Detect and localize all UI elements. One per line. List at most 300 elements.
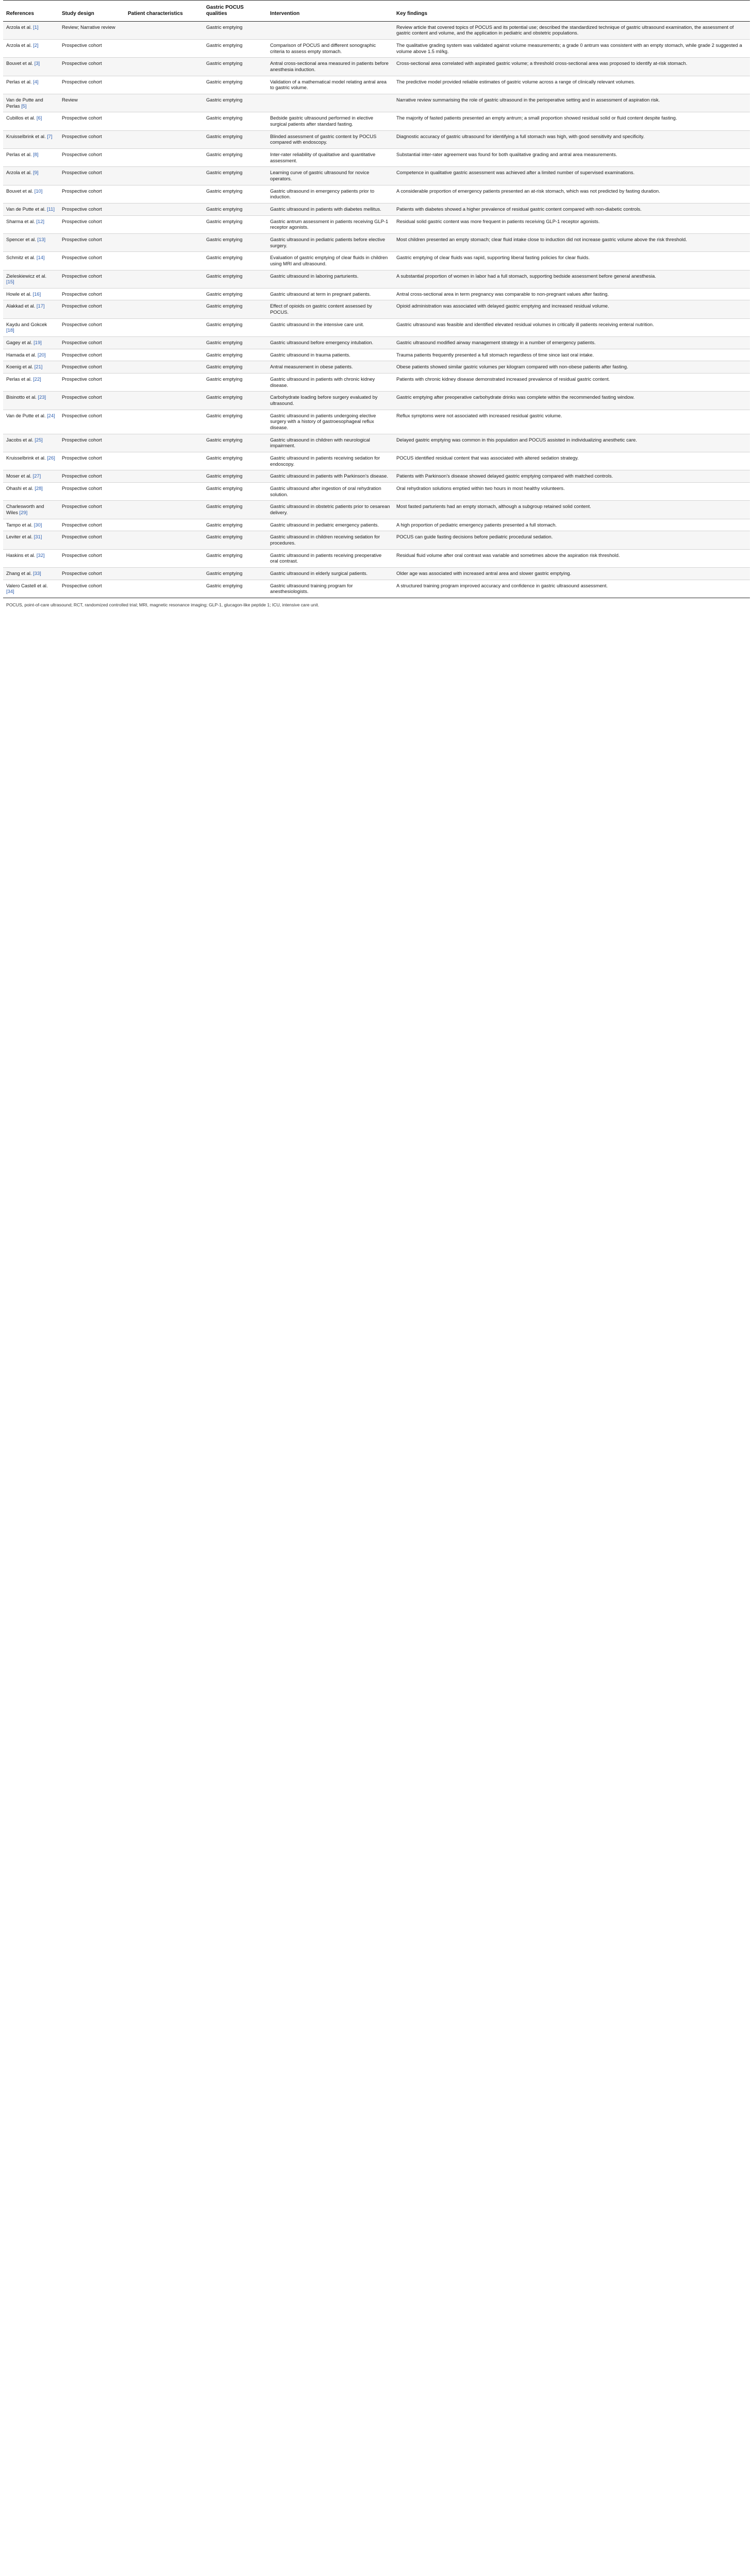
header-key-findings: Key findings: [393, 1, 750, 22]
cell-gastric-pocus: Gastric emptying: [203, 40, 267, 58]
reference-authors: Perlas et al.: [6, 151, 32, 157]
reference-authors: Kaydu and Gokcek: [6, 321, 47, 327]
cell-key-findings: Gastric emptying of clear fluids was rapid, supporting liberal fasting policies for clear fluids.: [393, 252, 750, 270]
cell-gastric-pocus: Gastric emptying: [203, 337, 267, 349]
table-row: [3, 531, 750, 549]
reference-authors: Zieleskiewicz et al.: [6, 273, 47, 279]
cell-reference: [3, 76, 59, 94]
cell-gastric-pocus: Gastric emptying: [203, 434, 267, 452]
cell-study-design: Review: [59, 94, 125, 112]
cell-reference: [3, 318, 59, 336]
table-row: [3, 203, 750, 215]
cell-study-design: Prospective cohort: [59, 148, 125, 166]
cell-gastric-pocus: Gastric emptying: [203, 76, 267, 94]
reference-authors: Ohashi et al.: [6, 485, 34, 491]
cell-patient-characteristics: [125, 580, 203, 598]
reference-authors: Gagey et al.: [6, 340, 32, 346]
reference-authors: Alakkad et al.: [6, 303, 36, 309]
cell-reference: [3, 392, 59, 410]
cell-patient-characteristics: [125, 148, 203, 166]
cell-study-design: Prospective cohort: [59, 549, 125, 567]
cell-gastric-pocus: Gastric emptying: [203, 148, 267, 166]
cell-study-design: Prospective cohort: [59, 112, 125, 130]
cell-gastric-pocus: Gastric emptying: [203, 300, 267, 318]
reference-authors: Kruisselbrink et al.: [6, 454, 46, 461]
cell-intervention: Gastric ultrasound in patients with Parkinson's disease.: [267, 470, 393, 483]
reference-authors: Van de Putte et al.: [6, 206, 46, 212]
cell-study-design: Prospective cohort: [59, 434, 125, 452]
cell-intervention: Inter-rater reliability of qualitative and quantitative assessment.: [267, 148, 393, 166]
cell-intervention: Gastric ultrasound after ingestion of oral rehydration solution.: [267, 482, 393, 500]
cell-study-design: Prospective cohort: [59, 531, 125, 549]
cell-patient-characteristics: [125, 519, 203, 531]
cell-study-design: Prospective cohort: [59, 252, 125, 270]
cell-key-findings: POCUS can guide fasting decisions before pediatric procedural sedation.: [393, 531, 750, 549]
cell-key-findings: The predictive model provided reliable estimates of gastric volume across a range of clinically relevant volumes.: [393, 76, 750, 94]
table-row: [3, 58, 750, 76]
cell-study-design: Prospective cohort: [59, 580, 125, 598]
cell-gastric-pocus: Gastric emptying: [203, 549, 267, 567]
cell-patient-characteristics: [125, 361, 203, 374]
cell-gastric-pocus: Gastric emptying: [203, 94, 267, 112]
table-row: [3, 392, 750, 410]
table-row: [3, 374, 750, 392]
reference-citation: [10]: [34, 188, 43, 194]
cell-intervention: Evaluation of gastric emptying of clear fluids in children using MRI and ultrasound.: [267, 252, 393, 270]
table-row: [3, 40, 750, 58]
cell-key-findings: Patients with chronic kidney disease demonstrated increased prevalence of residual gastric content.: [393, 374, 750, 392]
cell-patient-characteristics: [125, 215, 203, 233]
reference-authors: Arzola et al.: [6, 42, 32, 48]
reference-citation: [12]: [36, 218, 45, 224]
cell-gastric-pocus: Gastric emptying: [203, 270, 267, 288]
reference-authors: Howle et al.: [6, 291, 31, 297]
cell-intervention: Gastric ultrasound in children receiving sedation for procedures.: [267, 531, 393, 549]
cell-patient-characteristics: [125, 531, 203, 549]
cell-intervention: Gastric ultrasound in emergency patients prior to induction.: [267, 185, 393, 203]
table-row: [3, 300, 750, 318]
cell-key-findings: Patients with Parkinson's disease showed delayed gastric emptying compared with matched controls.: [393, 470, 750, 483]
cell-patient-characteristics: [125, 392, 203, 410]
reference-authors: Bouvet et al.: [6, 60, 34, 66]
reference-citation: [29]: [19, 509, 28, 515]
cell-patient-characteristics: [125, 233, 203, 251]
cell-reference: [3, 549, 59, 567]
table-row: [3, 349, 750, 361]
cell-gastric-pocus: Gastric emptying: [203, 288, 267, 300]
cell-key-findings: Review article that covered topics of POCUS and its potential use; described the standardized technique of gastric ultrasound examination, the assessment of gastric content and volume, and the application in pediatric and obstetric populations.: [393, 21, 750, 39]
reference-authors: Leviter et al.: [6, 534, 33, 540]
reference-citation: [27]: [32, 473, 41, 479]
table-row: [3, 482, 750, 500]
cell-reference: [3, 410, 59, 434]
table-row: [3, 288, 750, 300]
cell-key-findings: Most children presented an empty stomach; clear fluid intake close to induction did not increase gastric volume above the risk threshold.: [393, 233, 750, 251]
evidence-table: [3, 0, 750, 598]
cell-patient-characteristics: [125, 270, 203, 288]
cell-patient-characteristics: [125, 349, 203, 361]
cell-key-findings: Narrative review summarising the role of gastric ultrasound in the perioperative setting and in assessment of aspiration risk.: [393, 94, 750, 112]
table-row: [3, 167, 750, 185]
cell-patient-characteristics: [125, 252, 203, 270]
reference-citation: [14]: [36, 255, 45, 261]
cell-study-design: Prospective cohort: [59, 215, 125, 233]
table-row: [3, 94, 750, 112]
cell-gastric-pocus: Gastric emptying: [203, 318, 267, 336]
reference-citation: [25]: [35, 436, 43, 443]
reference-citation: [22]: [33, 376, 41, 382]
cell-study-design: Prospective cohort: [59, 567, 125, 580]
cell-intervention: Blinded assessment of gastric content by POCUS compared with endoscopy.: [267, 130, 393, 148]
cell-study-design: Prospective cohort: [59, 233, 125, 251]
reference-citation: [26]: [47, 454, 55, 461]
cell-study-design: Prospective cohort: [59, 519, 125, 531]
cell-reference: [3, 361, 59, 374]
cell-reference: [3, 288, 59, 300]
cell-intervention: Bedside gastric ultrasound performed in elective surgical patients after standard fasting.: [267, 112, 393, 130]
cell-key-findings: Residual fluid volume after oral contrast was variable and sometimes above the aspiration risk threshold.: [393, 549, 750, 567]
cell-reference: [3, 40, 59, 58]
cell-study-design: Prospective cohort: [59, 270, 125, 288]
cell-study-design: Prospective cohort: [59, 452, 125, 470]
cell-gastric-pocus: Gastric emptying: [203, 167, 267, 185]
cell-reference: [3, 452, 59, 470]
cell-gastric-pocus: Gastric emptying: [203, 470, 267, 483]
cell-reference: [3, 94, 59, 112]
cell-study-design: Prospective cohort: [59, 470, 125, 483]
cell-reference: [3, 58, 59, 76]
reference-authors: Valero Castell et al.: [6, 582, 48, 588]
cell-study-design: Prospective cohort: [59, 482, 125, 500]
cell-study-design: Prospective cohort: [59, 58, 125, 76]
table-row: [3, 361, 750, 374]
reference-authors: Hamada et al.: [6, 351, 37, 358]
cell-gastric-pocus: Gastric emptying: [203, 215, 267, 233]
reference-authors: Arzola et al.: [6, 170, 32, 176]
table-row: [3, 434, 750, 452]
cell-key-findings: Most fasted parturients had an empty stomach, although a subgroup retained solid content.: [393, 501, 750, 519]
cell-intervention: Antral cross-sectional area measured in patients before anesthesia induction.: [267, 58, 393, 76]
cell-study-design: Prospective cohort: [59, 392, 125, 410]
table-row: [3, 270, 750, 288]
cell-gastric-pocus: Gastric emptying: [203, 112, 267, 130]
table-row: [3, 580, 750, 598]
cell-reference: [3, 203, 59, 215]
cell-reference: [3, 252, 59, 270]
cell-intervention: Gastric ultrasound in patients with chronic kidney disease.: [267, 374, 393, 392]
table-row: [3, 337, 750, 349]
cell-intervention: Gastric ultrasound in patients with diabetes mellitus.: [267, 203, 393, 215]
table-row: [3, 185, 750, 203]
reference-citation: [15]: [6, 279, 14, 285]
header-study-design: Study design: [59, 1, 125, 22]
cell-patient-characteristics: [125, 203, 203, 215]
cell-reference: [3, 21, 59, 39]
table-row: [3, 130, 750, 148]
cell-key-findings: Gastric ultrasound was feasible and identified elevated residual volumes in critically ill patients receiving enteral nutrition.: [393, 318, 750, 336]
reference-citation: [13]: [37, 236, 46, 242]
cell-intervention: [267, 21, 393, 39]
table-row: [3, 76, 750, 94]
cell-intervention: Gastric ultrasound in trauma patients.: [267, 349, 393, 361]
reference-authors: Bisinotto et al.: [6, 394, 37, 400]
cell-key-findings: Cross-sectional area correlated with aspirated gastric volume; a threshold cross-sectional area was proposed to identify at-risk stomach.: [393, 58, 750, 76]
cell-intervention: Gastric ultrasound in children with neurological impairment.: [267, 434, 393, 452]
cell-patient-characteristics: [125, 410, 203, 434]
table-row: [3, 470, 750, 483]
cell-reference: [3, 349, 59, 361]
header-intervention: Intervention: [267, 1, 393, 22]
header-references: References: [3, 1, 59, 22]
reference-citation: [2]: [33, 42, 39, 48]
cell-reference: [3, 434, 59, 452]
reference-citation: [18]: [6, 327, 14, 333]
cell-reference: [3, 337, 59, 349]
cell-study-design: Prospective cohort: [59, 167, 125, 185]
cell-patient-characteristics: [125, 501, 203, 519]
cell-intervention: Gastric ultrasound at term in pregnant patients.: [267, 288, 393, 300]
header-gastric-pocus-qualities: Gastric POCUS qualities: [203, 1, 267, 22]
reference-citation: [7]: [47, 133, 53, 139]
cell-reference: [3, 148, 59, 166]
cell-reference: [3, 185, 59, 203]
cell-study-design: Prospective cohort: [59, 288, 125, 300]
reference-authors: Van de Putte and Perlas: [6, 97, 43, 109]
reference-citation: [28]: [35, 485, 43, 491]
cell-study-design: Prospective cohort: [59, 374, 125, 392]
cell-gastric-pocus: Gastric emptying: [203, 21, 267, 39]
table-row: [3, 233, 750, 251]
cell-gastric-pocus: Gastric emptying: [203, 185, 267, 203]
reference-authors: Bouvet et al.: [6, 188, 34, 194]
reference-authors: Schmitz et al.: [6, 255, 36, 261]
cell-gastric-pocus: Gastric emptying: [203, 349, 267, 361]
cell-patient-characteristics: [125, 337, 203, 349]
cell-patient-characteristics: [125, 21, 203, 39]
reference-authors: Sharma et al.: [6, 218, 35, 224]
table-row: [3, 148, 750, 166]
cell-gastric-pocus: Gastric emptying: [203, 233, 267, 251]
reference-citation: [24]: [47, 412, 55, 418]
reference-citation: [11]: [47, 206, 55, 212]
cell-intervention: Gastric ultrasound in pediatric emergency patients.: [267, 519, 393, 531]
header-patient-characteristics: Patient characteristics: [125, 1, 203, 22]
cell-reference: [3, 374, 59, 392]
table-body: [3, 21, 750, 598]
reference-citation: [33]: [33, 570, 41, 576]
cell-reference: [3, 519, 59, 531]
cell-patient-characteristics: [125, 112, 203, 130]
cell-gastric-pocus: Gastric emptying: [203, 374, 267, 392]
table-row: [3, 549, 750, 567]
cell-gastric-pocus: Gastric emptying: [203, 519, 267, 531]
cell-study-design: Prospective cohort: [59, 185, 125, 203]
cell-key-findings: Residual solid gastric content was more frequent in patients receiving GLP-1 receptor agonists.: [393, 215, 750, 233]
reference-citation: [4]: [33, 78, 39, 84]
cell-patient-characteristics: [125, 40, 203, 58]
cell-patient-characteristics: [125, 167, 203, 185]
cell-intervention: Gastric ultrasound in patients undergoing elective surgery with a history of gastroesophageal reflux disease.: [267, 410, 393, 434]
reference-authors: Spencer et al.: [6, 236, 36, 242]
cell-study-design: Prospective cohort: [59, 130, 125, 148]
cell-reference: [3, 531, 59, 549]
reference-citation: [3]: [34, 60, 40, 66]
cell-key-findings: Gastric ultrasound modified airway management strategy in a number of emergency patients.: [393, 337, 750, 349]
cell-reference: [3, 215, 59, 233]
table-row: [3, 519, 750, 531]
cell-patient-characteristics: [125, 185, 203, 203]
table-row: [3, 318, 750, 336]
table-row: [3, 252, 750, 270]
reference-authors: Haskins et al.: [6, 552, 36, 558]
cell-reference: [3, 300, 59, 318]
reference-citation: [6]: [36, 115, 42, 121]
reference-citation: [30]: [34, 521, 42, 528]
cell-key-findings: Older age was associated with increased antral area and slower gastric emptying.: [393, 567, 750, 580]
cell-patient-characteristics: [125, 288, 203, 300]
cell-gastric-pocus: Gastric emptying: [203, 130, 267, 148]
cell-key-findings: Diagnostic accuracy of gastric ultrasound for identifying a full stomach was high, with good sensitivity and specificity.: [393, 130, 750, 148]
cell-patient-characteristics: [125, 76, 203, 94]
cell-patient-characteristics: [125, 58, 203, 76]
cell-patient-characteristics: [125, 549, 203, 567]
reference-citation: [1]: [33, 24, 39, 30]
cell-patient-characteristics: [125, 452, 203, 470]
cell-intervention: Gastric ultrasound in elderly surgical patients.: [267, 567, 393, 580]
cell-patient-characteristics: [125, 130, 203, 148]
cell-key-findings: Reflux symptoms were not associated with increased residual gastric volume.: [393, 410, 750, 434]
cell-key-findings: A high proportion of pediatric emergency patients presented a full stomach.: [393, 519, 750, 531]
cell-intervention: Gastric antrum assessment in patients receiving GLP-1 receptor agonists.: [267, 215, 393, 233]
cell-patient-characteristics: [125, 318, 203, 336]
cell-intervention: Comparison of POCUS and different sonographic criteria to assess empty stomach.: [267, 40, 393, 58]
cell-gastric-pocus: Gastric emptying: [203, 567, 267, 580]
reference-citation: [31]: [34, 534, 42, 540]
cell-gastric-pocus: Gastric emptying: [203, 580, 267, 598]
table-row: [3, 501, 750, 519]
cell-study-design: Prospective cohort: [59, 300, 125, 318]
cell-patient-characteristics: [125, 482, 203, 500]
reference-citation: [32]: [36, 552, 45, 558]
cell-intervention: Antral measurement in obese patients.: [267, 361, 393, 374]
cell-study-design: Prospective cohort: [59, 40, 125, 58]
reference-authors: Zhang et al.: [6, 570, 32, 576]
cell-gastric-pocus: Gastric emptying: [203, 531, 267, 549]
table-row: [3, 215, 750, 233]
cell-patient-characteristics: [125, 470, 203, 483]
cell-intervention: Gastric ultrasound in pediatric patients before elective surgery.: [267, 233, 393, 251]
cell-gastric-pocus: Gastric emptying: [203, 482, 267, 500]
table-row: [3, 452, 750, 470]
reference-authors: Charlesworth and Wiles: [6, 503, 44, 515]
cell-reference: [3, 580, 59, 598]
reference-authors: Cubillos et al.: [6, 115, 36, 121]
cell-intervention: Validation of a mathematical model relating antral area to gastric volume.: [267, 76, 393, 94]
cell-patient-characteristics: [125, 567, 203, 580]
cell-gastric-pocus: Gastric emptying: [203, 501, 267, 519]
cell-reference: [3, 501, 59, 519]
reference-citation: [9]: [33, 170, 39, 176]
cell-gastric-pocus: Gastric emptying: [203, 58, 267, 76]
cell-key-findings: Oral rehydration solutions emptied within two hours in most healthy volunteers.: [393, 482, 750, 500]
reference-citation: [8]: [33, 151, 39, 157]
reference-authors: Van de Putte et al.: [6, 412, 46, 418]
table-row: [3, 410, 750, 434]
cell-intervention: Gastric ultrasound training program for anesthesiologists.: [267, 580, 393, 598]
reference-authors: Moser et al.: [6, 473, 31, 479]
cell-study-design: Prospective cohort: [59, 318, 125, 336]
cell-reference: [3, 130, 59, 148]
cell-study-design: Review; Narrative review: [59, 21, 125, 39]
cell-intervention: Learning curve of gastric ultrasound for novice operators.: [267, 167, 393, 185]
cell-intervention: [267, 94, 393, 112]
reference-citation: [17]: [36, 303, 45, 309]
cell-intervention: Gastric ultrasound in patients receiving preoperative oral contrast.: [267, 549, 393, 567]
cell-study-design: Prospective cohort: [59, 501, 125, 519]
cell-key-findings: Opioid administration was associated with delayed gastric emptying and increased residual volume.: [393, 300, 750, 318]
cell-gastric-pocus: Gastric emptying: [203, 452, 267, 470]
cell-gastric-pocus: Gastric emptying: [203, 252, 267, 270]
cell-reference: [3, 233, 59, 251]
table-row: [3, 112, 750, 130]
table-row: [3, 567, 750, 580]
table-footnote: POCUS, point-of-care ultrasound; RCT, randomized controlled trial; MRI, magnetic resonance imaging; GLP-1, glucagon-like peptide 1; ICU, intensive care unit.: [6, 602, 320, 607]
cell-intervention: Gastric ultrasound in the intensive care unit.: [267, 318, 393, 336]
reference-authors: Jacobs et al.: [6, 436, 34, 443]
cell-intervention: Gastric ultrasound in laboring parturients.: [267, 270, 393, 288]
reference-citation: [23]: [38, 394, 46, 400]
cell-key-findings: POCUS identified residual content that was associated with altered sedation strategy.: [393, 452, 750, 470]
cell-key-findings: The majority of fasted patients presented an empty antrum; a small proportion showed residual solid or fluid content despite fasting.: [393, 112, 750, 130]
cell-gastric-pocus: Gastric emptying: [203, 203, 267, 215]
cell-intervention: Effect of opioids on gastric content assessed by POCUS.: [267, 300, 393, 318]
cell-gastric-pocus: Gastric emptying: [203, 392, 267, 410]
cell-key-findings: Antral cross-sectional area in term pregnancy was comparable to non-pregnant values after fasting.: [393, 288, 750, 300]
cell-gastric-pocus: Gastric emptying: [203, 361, 267, 374]
cell-key-findings: A structured training program improved accuracy and confidence in gastric ultrasound assessment.: [393, 580, 750, 598]
cell-key-findings: The qualitative grading system was validated against volume measurements; a grade 0 antrum was consistent with an empty stomach, while grade 2 suggested a volume above 1.5 ml/kg.: [393, 40, 750, 58]
cell-key-findings: A substantial proportion of women in labor had a full stomach, supporting bedside assessment before general anesthesia.: [393, 270, 750, 288]
reference-authors: Koenig et al.: [6, 364, 34, 370]
cell-study-design: Prospective cohort: [59, 76, 125, 94]
cell-study-design: Prospective cohort: [59, 361, 125, 374]
reference-citation: [19]: [34, 340, 42, 346]
cell-study-design: Prospective cohort: [59, 337, 125, 349]
cell-key-findings: Patients with diabetes showed a higher prevalence of residual gastric content compared with non-diabetic controls.: [393, 203, 750, 215]
cell-gastric-pocus: Gastric emptying: [203, 410, 267, 434]
cell-reference: [3, 482, 59, 500]
cell-reference: [3, 270, 59, 288]
cell-key-findings: Gastric emptying after preoperative carbohydrate drinks was complete within the recommended fasting window.: [393, 392, 750, 410]
cell-patient-characteristics: [125, 434, 203, 452]
cell-reference: [3, 112, 59, 130]
cell-patient-characteristics: [125, 374, 203, 392]
cell-intervention: Carbohydrate loading before surgery evaluated by ultrasound.: [267, 392, 393, 410]
cell-intervention: Gastric ultrasound in obstetric patients prior to cesarean delivery.: [267, 501, 393, 519]
cell-patient-characteristics: [125, 300, 203, 318]
cell-key-findings: Trauma patients frequently presented a full stomach regardless of time since last oral intake.: [393, 349, 750, 361]
reference-citation: [34]: [6, 588, 14, 595]
reference-authors: Perlas et al.: [6, 376, 32, 382]
cell-study-design: Prospective cohort: [59, 349, 125, 361]
cell-patient-characteristics: [125, 94, 203, 112]
cell-reference: [3, 167, 59, 185]
cell-intervention: Gastric ultrasound in patients receiving sedation for endoscopy.: [267, 452, 393, 470]
cell-key-findings: A considerable proportion of emergency patients presented an at-risk stomach, which was not predicted by fasting duration.: [393, 185, 750, 203]
cell-key-findings: Obese patients showed similar gastric volumes per kilogram compared with non-obese patients after fasting.: [393, 361, 750, 374]
cell-key-findings: Competence in qualitative gastric assessment was achieved after a limited number of supervised examinations.: [393, 167, 750, 185]
reference-citation: [21]: [34, 364, 43, 370]
